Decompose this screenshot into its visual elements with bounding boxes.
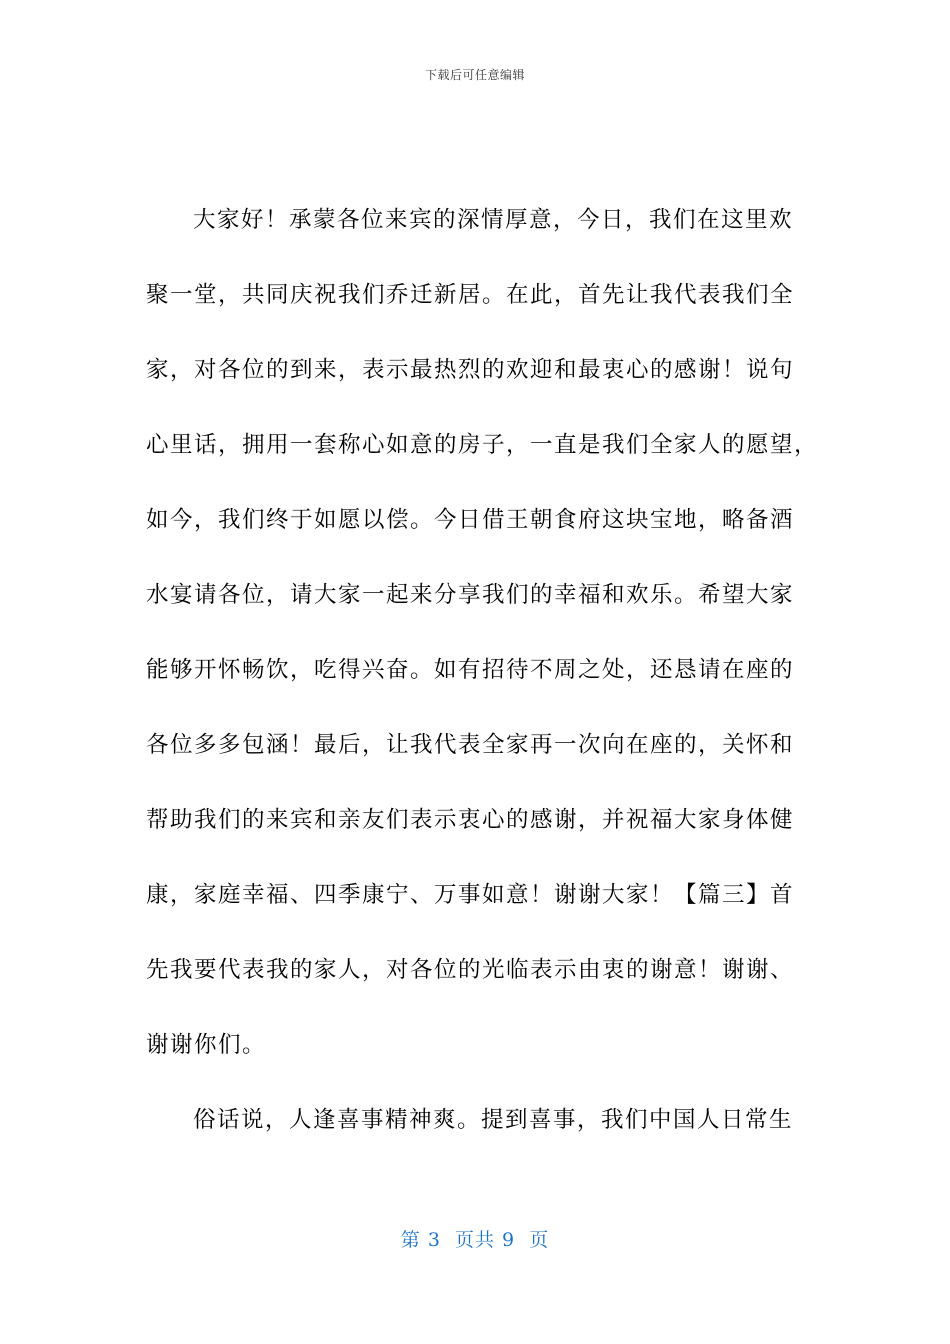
paragraph-line: 谢谢你们。 <box>146 1032 267 1058</box>
paragraph-line: 康，家庭幸福、四季康宁、万事如意！谢谢大家！【篇三】首 <box>146 882 795 908</box>
paragraph-line: 水宴请各位，请大家一起来分享我们的幸福和欢乐。希望大家 <box>146 582 795 608</box>
paragraph-line: 能够开怀畅饮，吃得兴奋。如有招待不周之处，还恳请在座的 <box>146 657 795 683</box>
page-number: 第 3 页共 9 页 <box>400 1229 550 1251</box>
paragraph-line: 帮助我们的来宾和亲友们表示衷心的感谢，并祝福大家身体健 <box>146 807 795 833</box>
paragraph-line: 俗话说，人逢喜事精神爽。提到喜事，我们中国人日常生 <box>193 1107 794 1133</box>
page-header: 下载后可任意编辑 <box>424 68 525 82</box>
paragraph-line: 如今，我们终于如愿以偿。今日借王朝食府这块宝地，略备酒 <box>146 507 795 533</box>
paragraph-line: 家，对各位的到来，表示最热烈的欢迎和最衷心的感谢！说句 <box>146 357 795 383</box>
paragraph-line: 先我要代表我的家人，对各位的光临表示由衷的谢意！谢谢、 <box>146 957 795 983</box>
document-body <box>146 197 819 1172</box>
paragraph-line: 大家好！承蒙各位来宾的深情厚意，今日，我们在这里欢 <box>193 207 794 233</box>
paragraph-line: 聚一堂，共同庆祝我们乔迁新居。在此，首先让我代表我们全 <box>146 282 795 308</box>
paragraph-line: 心里话，拥用一套称心如意的房子，一直是我们全家人的愿望， <box>146 432 819 458</box>
paragraph-line: 各位多多包涵！最后，让我代表全家再一次向在座的，关怀和 <box>146 732 795 758</box>
